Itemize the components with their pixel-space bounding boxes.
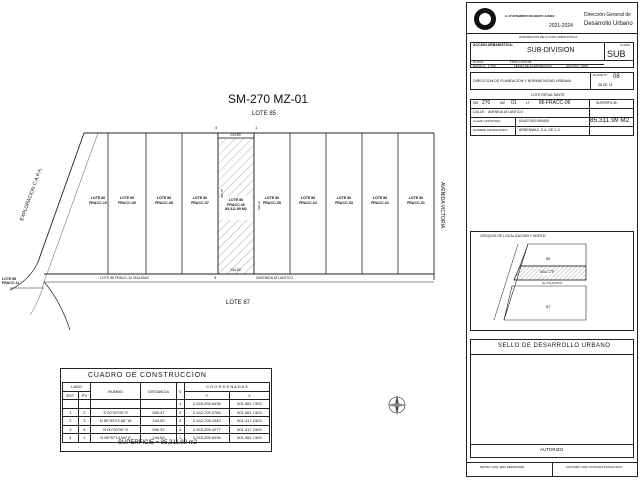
sello-title: SELLO DE DESARROLLO URBANO [498,343,611,349]
drawing-title: SM-270 MZ-01 [228,92,309,106]
plano-no-value: 08 [613,74,620,80]
left-lot-label: LOTE 86 FRACC-11 [2,277,20,285]
croquis-87: 87 [546,304,551,309]
plano-no-label: PLANO N°: [593,73,609,77]
divider [604,42,605,60]
h-v: V [176,383,184,400]
divider [470,60,634,61]
lote-resultante: LOTE RESULTANTE [531,93,565,97]
superficie-label: SUPERFICIE: [596,101,618,105]
lt-value: 86 FRACC-06 [539,100,571,106]
dim-top: 144.50 [230,133,241,137]
propietario-label: NOMBRE PROPIETARIO: [473,128,509,132]
lot-label: LOTE 86 FRACC-01 [407,196,425,205]
road-bottom-label: LOTE 86 FRACC-12 VIALIDAD [100,276,150,280]
plano-value: FRACCION-06 [510,60,532,64]
divider [466,33,638,34]
h-y: Y [184,391,229,400]
h-pv: PV [78,391,90,400]
mz-label: MZ [500,101,506,105]
divider [470,354,634,355]
accion-value: SUB-DIVISION [527,47,575,54]
lot-label: LOTE 86 FRACC-05 [263,196,281,205]
h-x: X [229,391,269,400]
divider [470,108,634,109]
lot-label: LOTE 86 FRACC-10 [89,196,107,205]
vertex-3: 3 [214,275,217,280]
vertex-2: 2 [256,275,259,280]
lot-label: LOTE 86 FRACC-09 [118,196,136,205]
road-bottom-right-label: AVENIDA ATLANTICO [258,276,294,280]
fecha-label: FECHA DE ELABORACIÓN: [514,64,553,68]
propietario-value: ARRENMAX, S.A. DE C.V. [519,128,561,132]
h-lado: LADO [63,383,91,392]
clave-catastral-label: CLAVE CATASTRAL: [473,119,502,123]
plano-label: PLANO: [473,60,485,64]
divider [552,462,553,476]
divider [590,72,591,90]
road-right-label: AVENIDA VICTORIA [439,182,445,229]
cuadro-superficie: SUPERFICIE = 85,311.99 m2 [118,440,198,446]
reviso: REVISO: ARQ. ERIK HERNANDEZ [480,465,525,469]
divider [470,126,634,127]
lot-label: LOTE 86 FRACC-07 [191,196,209,205]
north-arrow-icon [386,394,408,416]
logo-inner [479,13,491,25]
superficie-value: 85,311.99 M2 [590,117,630,124]
lote-bottom-label: LOTE 87 [226,300,251,306]
period: 2021-2024 [549,23,573,29]
de-value: 08 DE 14 [598,83,613,87]
lot-label: LOTE 86 FRACC-03 [335,196,353,205]
calle-label: CALLE: [473,110,486,114]
lot-label: LOTE 86 FRACC-02 [371,196,389,205]
vertex-4: 4 [215,125,218,130]
direccion-planeacion: DIRECCION DE PLANEACION Y NORMATIVIDAD URBANA [473,79,571,83]
escala-label: ESCALA: [473,64,486,68]
vertex-1: 1 [255,125,258,130]
sm-label: SM [473,101,479,105]
h-rumbo: RUMBO [90,383,141,400]
lot-label: LOTE 86 FRACC-08 [155,196,173,205]
ayuntamiento: H. AYUNTAMIENTO DE BENITO JUÁREZ [505,15,555,18]
divider [515,117,516,136]
dim-bottom: 144.50 [230,268,241,272]
croquis-lot: 86A-CTE [540,270,555,274]
cuadro-table [62,382,270,443]
croquis-title: CROQUIS DE LOCALIZACION Y NORTE: [480,234,547,238]
direccion-general: Dirección General de [584,12,631,18]
clave-value: SUB [607,49,626,59]
table-row: 1 2,343,295.5436 501,561.7403 [63,400,270,409]
autorizo-signer: AUTORIZO: ARQ. ROSAURA PONCE LEON [566,465,623,469]
croquis-85: 85 [546,256,551,261]
table-row: 3 4 N 00°00'00" E 590.32 4 2,343,295.4277 501,417.2403 [63,425,270,434]
desarrollo-urbano: Desarrollo Urbano [584,21,633,27]
road-left-label: EXPLORACION C.A.P.A. [19,166,44,222]
lot-label-highlight: LOTE 86 FRACC-06 85,311.99 M2 [225,198,247,212]
table-row: 1 2 S 00°00'00" E 590.47 2 2,342,705.0766 501,561.7403 [63,408,270,417]
escala-value: 1:750 [488,64,496,68]
calle-value: AVENIDA ATLANTICO [488,110,524,114]
croquis-av: AV. ATLANTICO [542,281,563,285]
lt-label: LT [526,101,530,105]
table-row: 2 3 N 89°59'23.66" W 144.50 3 2,342,705.1040 501,417.2403 [63,417,270,426]
lot-label: LOTE 86 FRACC-04 [299,196,317,205]
lote-top-label: LOTE 85 [252,111,277,117]
aprobacion: APROBACION DE ACCION URBANISTICA [519,35,578,39]
clave-catastral-value: 60162700010906000 [519,119,550,123]
clave-label: CLAVE: [620,43,631,47]
mz-value: 01 [511,100,517,106]
sello-box [470,339,634,458]
table-row: 4 1 N 89°57'14.66" E 144.50 1 2,343,295.5436 501,561.7403 [63,434,270,443]
cuadro-title: CUADRO DE CONSTRUCCION [88,372,207,379]
dim-right: 590.32 [257,200,261,210]
sm-value: 270 [482,100,491,106]
h-coord: C O O R D E N A D A S [184,383,269,392]
divider [470,444,634,445]
fecha-value: AGOSTO / 2023 [566,64,588,68]
accion-label: ACCION URBANISTICA: [473,43,514,47]
dim-left: 590.47 [220,188,224,198]
h-est: EST [63,391,79,400]
autorizo-label: AUTORIZO [540,447,564,452]
h-distancia: DISTANCIA [141,383,176,400]
